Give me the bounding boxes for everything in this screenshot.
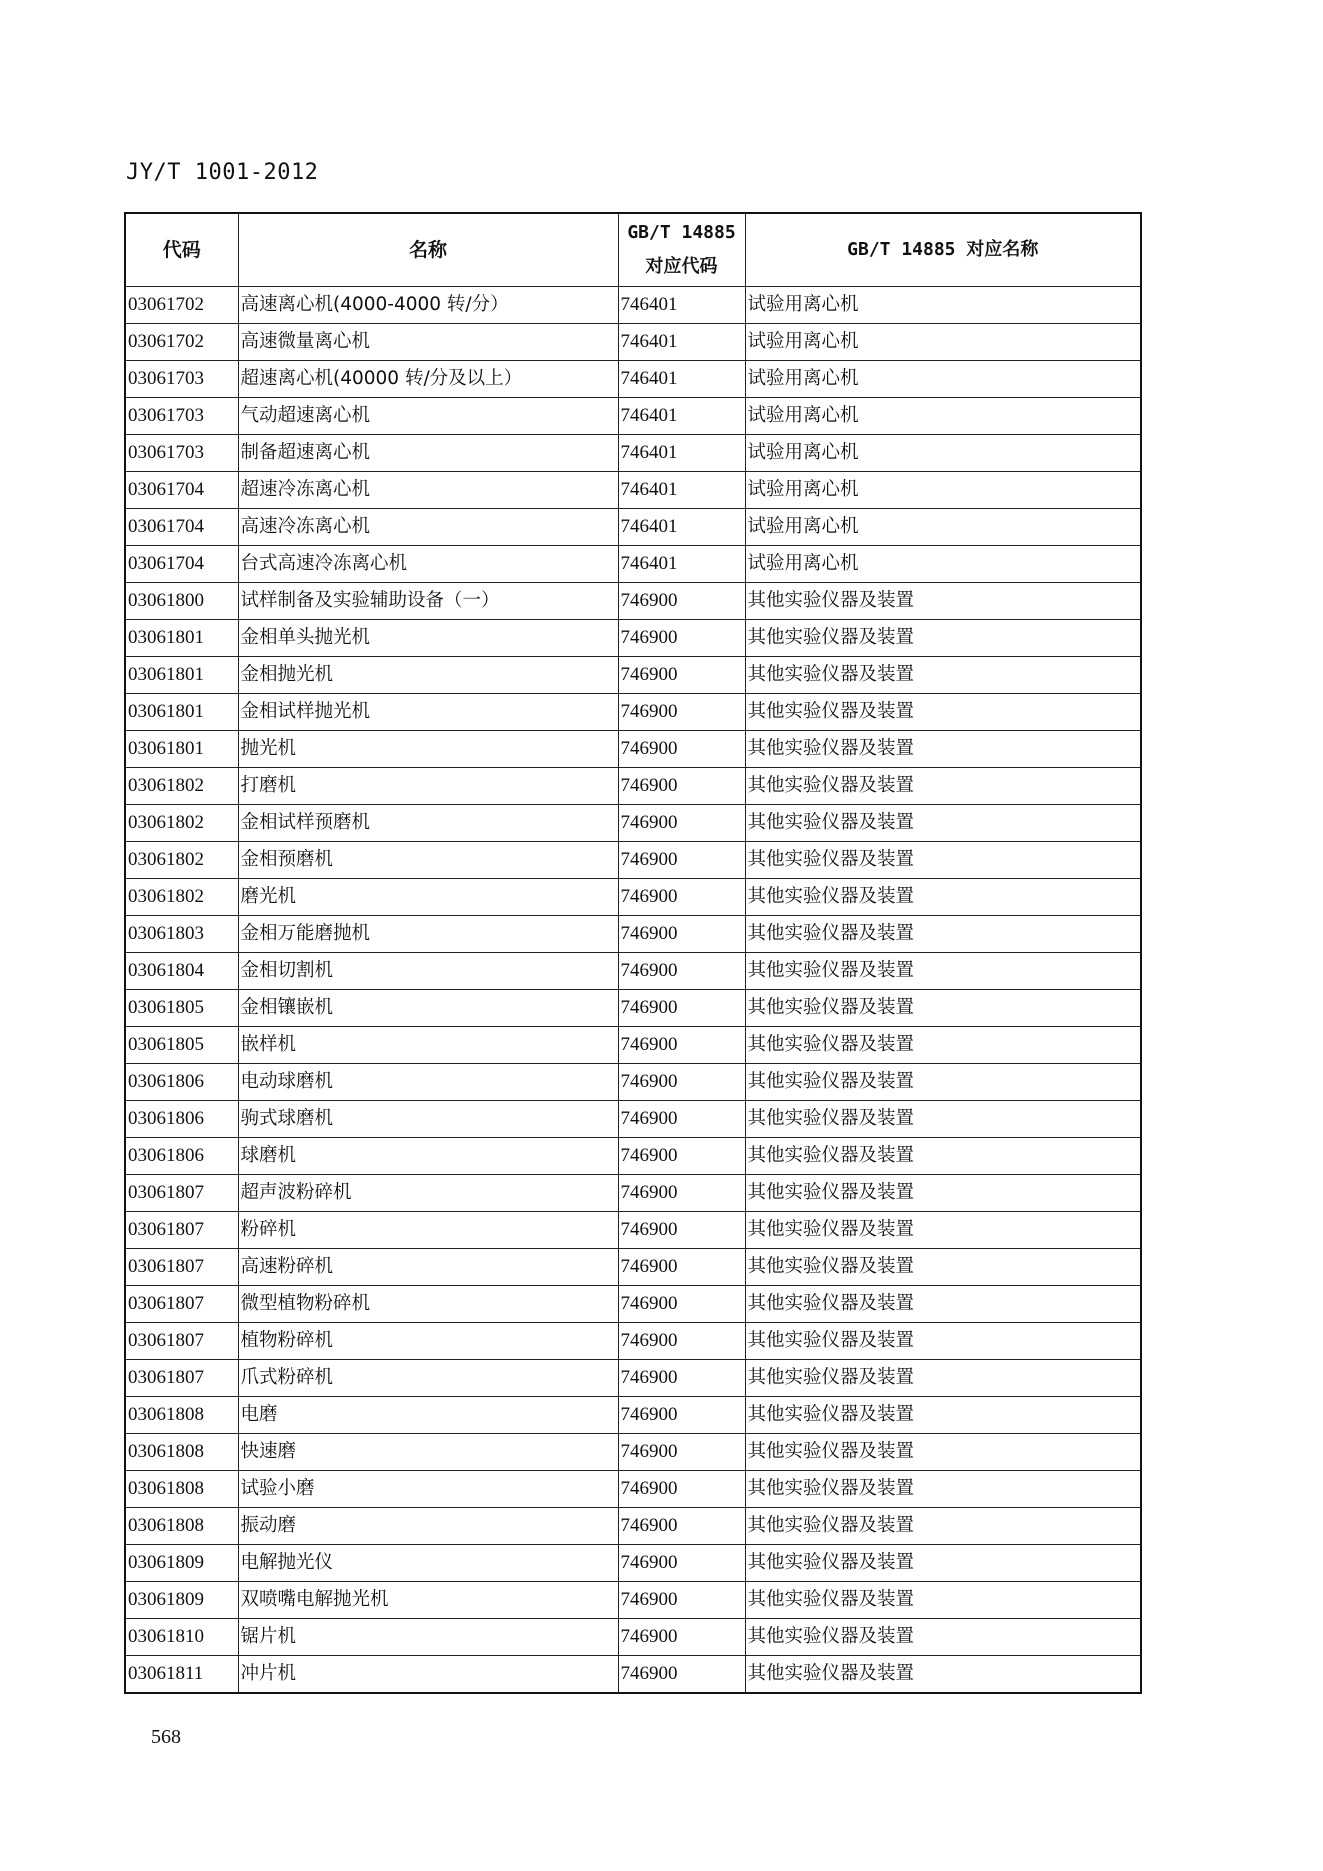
cell-gb-name: 其他实验仪器及装置: [745, 842, 1141, 879]
cell-gb-name: 其他实验仪器及装置: [745, 620, 1141, 657]
cell-code: 03061807: [125, 1175, 238, 1212]
table-row: [125, 805, 1141, 842]
cell-gb-code: 746401: [618, 361, 745, 398]
cell-name: 金相试样抛光机: [238, 694, 618, 731]
table-row: [125, 1138, 1141, 1175]
cell-gb-code: 746900: [618, 731, 745, 768]
cell-gb-name: 其他实验仪器及装置: [745, 879, 1141, 916]
cell-code: 03061802: [125, 805, 238, 842]
table-row: [125, 694, 1141, 731]
cell-code: 03061801: [125, 620, 238, 657]
cell-gb-name: 其他实验仪器及装置: [745, 1064, 1141, 1101]
cell-gb-name: 其他实验仪器及装置: [745, 1101, 1141, 1138]
cell-gb-name: 其他实验仪器及装置: [745, 1249, 1141, 1286]
cell-gb-name: 其他实验仪器及装置: [745, 1175, 1141, 1212]
table-row: [125, 1397, 1141, 1434]
cell-code: 03061703: [125, 398, 238, 435]
cell-code: 03061704: [125, 546, 238, 583]
cell-gb-name: 其他实验仪器及装置: [745, 1471, 1141, 1508]
cell-name: 金相试样预磨机: [238, 805, 618, 842]
cell-gb-name: 其他实验仪器及装置: [745, 1582, 1141, 1619]
cell-name: 超声波粉碎机: [238, 1175, 618, 1212]
header-gb-code-line2: 对应代码: [645, 256, 718, 277]
table-row: [125, 1471, 1141, 1508]
table-row: [125, 435, 1141, 472]
cell-gb-name: 其他实验仪器及装置: [745, 1323, 1141, 1360]
header-code: 代码: [125, 213, 238, 287]
cell-gb-code: 746401: [618, 472, 745, 509]
table-row: [125, 1175, 1141, 1212]
cell-name: 金相镶嵌机: [238, 990, 618, 1027]
cell-code: 03061810: [125, 1619, 238, 1656]
cell-code: 03061703: [125, 435, 238, 472]
cell-code: 03061704: [125, 509, 238, 546]
table-row: [125, 1656, 1141, 1694]
cell-code: 03061802: [125, 879, 238, 916]
cell-name: 打磨机: [238, 768, 618, 805]
cell-gb-code: 746401: [618, 546, 745, 583]
cell-code: 03061702: [125, 287, 238, 324]
cell-code: 03061703: [125, 361, 238, 398]
cell-code: 03061807: [125, 1249, 238, 1286]
table-header-row: [125, 213, 1141, 287]
cell-name: 嵌样机: [238, 1027, 618, 1064]
table-row: [125, 1249, 1141, 1286]
cell-name: 锯片机: [238, 1619, 618, 1656]
cell-gb-name: 其他实验仪器及装置: [745, 768, 1141, 805]
cell-code: 03061805: [125, 990, 238, 1027]
standard-id-header: JY/T 1001-2012: [126, 160, 319, 185]
cell-gb-name: 试验用离心机: [745, 361, 1141, 398]
cell-gb-code: 746900: [618, 1582, 745, 1619]
cell-code: 03061704: [125, 472, 238, 509]
cell-gb-name: 其他实验仪器及装置: [745, 1212, 1141, 1249]
table-row: [125, 1064, 1141, 1101]
cell-code: 03061808: [125, 1471, 238, 1508]
cell-code: 03061806: [125, 1138, 238, 1175]
cell-name: 爪式粉碎机: [238, 1360, 618, 1397]
cell-name: 驹式球磨机: [238, 1101, 618, 1138]
cell-gb-code: 746900: [618, 1397, 745, 1434]
cell-name: 试验小磨: [238, 1471, 618, 1508]
table-row: [125, 324, 1141, 361]
cell-gb-code: 746900: [618, 657, 745, 694]
cell-gb-name: 其他实验仪器及装置: [745, 1545, 1141, 1582]
cell-name: 金相抛光机: [238, 657, 618, 694]
cell-gb-code: 746900: [618, 990, 745, 1027]
table-row: [125, 1360, 1141, 1397]
table-row: [125, 1027, 1141, 1064]
cell-name: 微型植物粉碎机: [238, 1286, 618, 1323]
cell-code: 03061806: [125, 1101, 238, 1138]
cell-code: 03061811: [125, 1656, 238, 1694]
cell-gb-name: 试验用离心机: [745, 324, 1141, 361]
cell-name: 快速磨: [238, 1434, 618, 1471]
cell-name: 抛光机: [238, 731, 618, 768]
cell-gb-name: 试验用离心机: [745, 546, 1141, 583]
cell-gb-name: 试验用离心机: [745, 435, 1141, 472]
cell-name: 冲片机: [238, 1656, 618, 1694]
cell-gb-code: 746401: [618, 509, 745, 546]
table-row: [125, 731, 1141, 768]
cell-code: 03061804: [125, 953, 238, 990]
cell-gb-name: 其他实验仪器及装置: [745, 694, 1141, 731]
page-number: 568: [151, 1726, 181, 1748]
cell-name: 超速冷冻离心机: [238, 472, 618, 509]
cell-gb-name: 其他实验仪器及装置: [745, 953, 1141, 990]
cell-name: 球磨机: [238, 1138, 618, 1175]
cell-gb-code: 746900: [618, 583, 745, 620]
cell-name: 气动超速离心机: [238, 398, 618, 435]
cell-code: 03061808: [125, 1397, 238, 1434]
cell-gb-code: 746900: [618, 1656, 745, 1694]
cell-gb-name: 其他实验仪器及装置: [745, 1027, 1141, 1064]
cell-code: 03061807: [125, 1323, 238, 1360]
cell-gb-name: 其他实验仪器及装置: [745, 583, 1141, 620]
cell-name: 试样制备及实验辅助设备（一）: [238, 583, 618, 620]
cell-gb-code: 746900: [618, 1434, 745, 1471]
cell-gb-code: 746900: [618, 842, 745, 879]
table-row: [125, 472, 1141, 509]
cell-name: 磨光机: [238, 879, 618, 916]
cell-gb-code: 746900: [618, 1101, 745, 1138]
cell-name: 电磨: [238, 1397, 618, 1434]
cell-gb-name: 其他实验仪器及装置: [745, 1508, 1141, 1545]
cell-gb-code: 746900: [618, 1027, 745, 1064]
cell-gb-name: 其他实验仪器及装置: [745, 1138, 1141, 1175]
cell-gb-code: 746401: [618, 324, 745, 361]
table-row: [125, 657, 1141, 694]
cell-code: 03061806: [125, 1064, 238, 1101]
cell-gb-name: 其他实验仪器及装置: [745, 1397, 1141, 1434]
cell-code: 03061800: [125, 583, 238, 620]
cell-code: 03061809: [125, 1582, 238, 1619]
cell-gb-code: 746900: [618, 805, 745, 842]
cell-name: 双喷嘴电解抛光机: [238, 1582, 618, 1619]
cell-gb-code: 746900: [618, 1249, 745, 1286]
table-row: [125, 509, 1141, 546]
cell-gb-code: 746900: [618, 953, 745, 990]
cell-gb-code: 746900: [618, 1545, 745, 1582]
cell-gb-code: 746900: [618, 879, 745, 916]
cell-gb-code: 746900: [618, 1360, 745, 1397]
table-row: [125, 1545, 1141, 1582]
cell-gb-name: 其他实验仪器及装置: [745, 990, 1141, 1027]
header-gb-code-line1: GB/T 14885: [627, 222, 736, 243]
cell-gb-name: 其他实验仪器及装置: [745, 916, 1141, 953]
cell-gb-code: 746900: [618, 1508, 745, 1545]
table-row: [125, 1286, 1141, 1323]
table-row: [125, 990, 1141, 1027]
cell-gb-name: 其他实验仪器及装置: [745, 805, 1141, 842]
cell-name: 高速冷冻离心机: [238, 509, 618, 546]
cell-name: 金相预磨机: [238, 842, 618, 879]
table-row: [125, 583, 1141, 620]
cell-gb-name: 其他实验仪器及装置: [745, 1360, 1141, 1397]
cell-name: 振动磨: [238, 1508, 618, 1545]
table-row: [125, 546, 1141, 583]
table-row: [125, 1582, 1141, 1619]
table-row: [125, 361, 1141, 398]
table-row: [125, 620, 1141, 657]
cell-gb-name: 其他实验仪器及装置: [745, 657, 1141, 694]
cell-gb-code: 746401: [618, 287, 745, 324]
cell-code: 03061801: [125, 694, 238, 731]
cell-gb-name: 其他实验仪器及装置: [745, 1619, 1141, 1656]
cell-gb-code: 746900: [618, 768, 745, 805]
cell-code: 03061801: [125, 731, 238, 768]
cell-gb-name: 其他实验仪器及装置: [745, 1656, 1141, 1694]
cell-gb-code: 746900: [618, 1619, 745, 1656]
table-row: [125, 879, 1141, 916]
cell-name: 制备超速离心机: [238, 435, 618, 472]
cell-code: 03061807: [125, 1286, 238, 1323]
header-gb-code: [618, 213, 745, 287]
cell-name: 台式高速冷冻离心机: [238, 546, 618, 583]
cell-code: 03061807: [125, 1360, 238, 1397]
cell-name: 粉碎机: [238, 1212, 618, 1249]
cell-gb-name: 其他实验仪器及装置: [745, 731, 1141, 768]
cell-gb-name: 试验用离心机: [745, 398, 1141, 435]
cell-code: 03061702: [125, 324, 238, 361]
cell-name: 电动球磨机: [238, 1064, 618, 1101]
table-row: [125, 1212, 1141, 1249]
cell-gb-code: 746900: [618, 620, 745, 657]
cell-name: 金相单头抛光机: [238, 620, 618, 657]
cell-code: 03061809: [125, 1545, 238, 1582]
cell-gb-name: 试验用离心机: [745, 472, 1141, 509]
cell-gb-name: 其他实验仪器及装置: [745, 1286, 1141, 1323]
cell-gb-code: 746900: [618, 916, 745, 953]
table-row: [125, 1508, 1141, 1545]
cell-gb-code: 746900: [618, 694, 745, 731]
cell-name: 金相切割机: [238, 953, 618, 990]
cell-code: 03061808: [125, 1434, 238, 1471]
cell-code: 03061808: [125, 1508, 238, 1545]
table-row: [125, 916, 1141, 953]
table-row: [125, 842, 1141, 879]
cell-code: 03061807: [125, 1212, 238, 1249]
table-row: [125, 1101, 1141, 1138]
table-row: [125, 1619, 1141, 1656]
cell-name: 高速微量离心机: [238, 324, 618, 361]
cell-gb-code: 746900: [618, 1471, 745, 1508]
cell-code: 03061803: [125, 916, 238, 953]
cell-name: 植物粉碎机: [238, 1323, 618, 1360]
table-body: [125, 287, 1141, 1694]
cell-code: 03061805: [125, 1027, 238, 1064]
cell-code: 03061802: [125, 768, 238, 805]
cell-name: 金相万能磨抛机: [238, 916, 618, 953]
cell-gb-code: 746401: [618, 398, 745, 435]
cell-gb-code: 746900: [618, 1212, 745, 1249]
cell-gb-code: 746900: [618, 1323, 745, 1360]
header-name: 名称: [238, 213, 618, 287]
table-row: [125, 1434, 1141, 1471]
cell-gb-code: 746401: [618, 435, 745, 472]
cell-code: 03061801: [125, 657, 238, 694]
cell-gb-code: 746900: [618, 1138, 745, 1175]
cell-gb-code: 746900: [618, 1064, 745, 1101]
cell-name: 超速离心机(40000 转/分及以上）: [238, 361, 618, 398]
cell-name: 电解抛光仪: [238, 1545, 618, 1582]
cell-name: 高速粉碎机: [238, 1249, 618, 1286]
table-row: [125, 953, 1141, 990]
table-row: [125, 1323, 1141, 1360]
cell-code: 03061802: [125, 842, 238, 879]
cell-gb-code: 746900: [618, 1175, 745, 1212]
cell-gb-name: 其他实验仪器及装置: [745, 1434, 1141, 1471]
table-row: [125, 287, 1141, 324]
table-row: [125, 768, 1141, 805]
cell-gb-name: 试验用离心机: [745, 287, 1141, 324]
cell-gb-code: 746900: [618, 1286, 745, 1323]
header-gb-name: GB/T 14885 对应名称: [745, 213, 1141, 287]
cell-gb-name: 试验用离心机: [745, 509, 1141, 546]
code-mapping-table: [124, 212, 1142, 1694]
table-row: [125, 398, 1141, 435]
cell-name: 高速离心机(4000-4000 转/分）: [238, 287, 618, 324]
